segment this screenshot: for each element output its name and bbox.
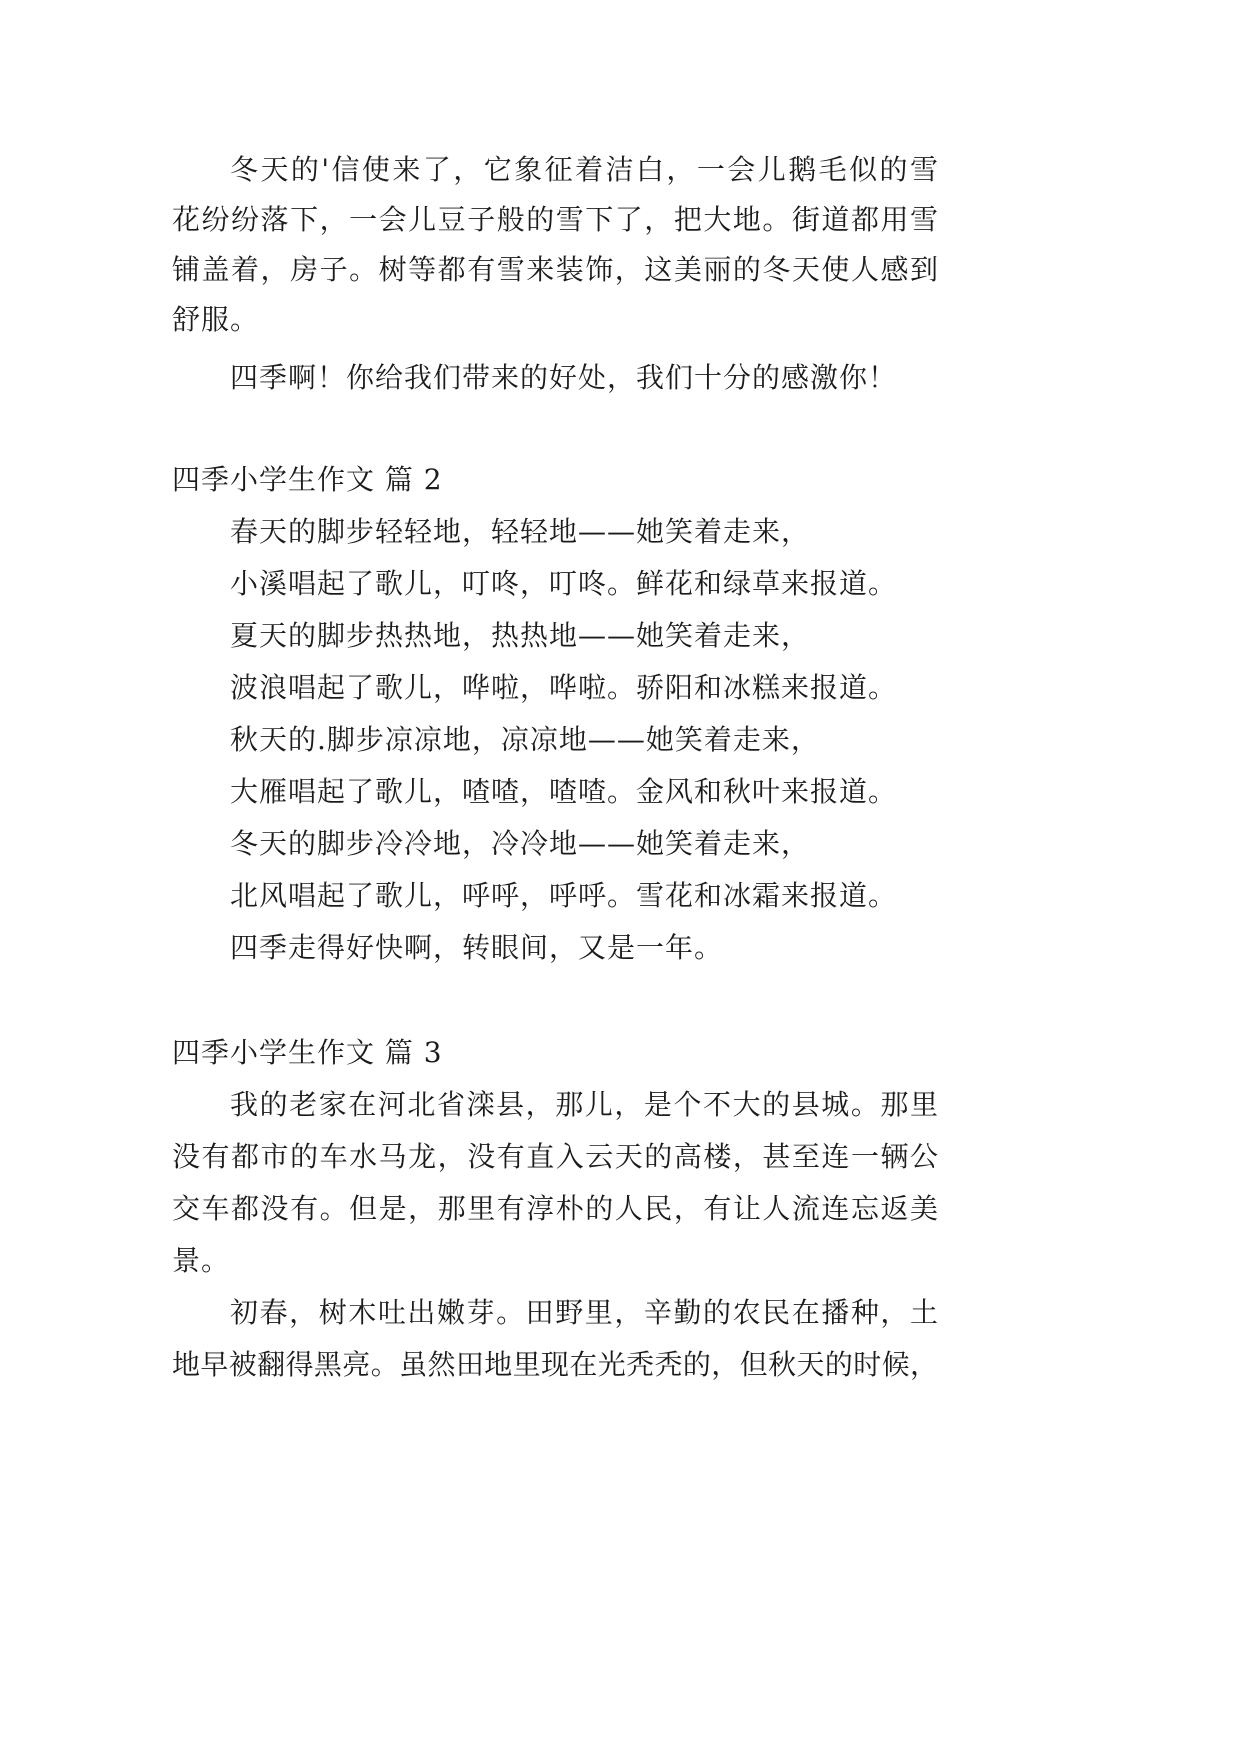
poem-line: 冬天的脚步冷冷地，冷冷地——她笑着走来，: [230, 827, 811, 860]
poem-line: 波浪唱起了歌儿，哗啦，哗啦。骄阳和冰糕来报道。: [230, 671, 898, 704]
poem-line: 秋天的.脚步凉凉地，凉凉地——她笑着走来，: [230, 723, 820, 756]
poem-line: 夏天的脚步热热地，热热地——她笑着走来，: [230, 619, 811, 652]
paragraph-line: 铺盖着，房子。树等都有雪来装饰，这美丽的冬天使人感到: [172, 253, 938, 286]
essay-heading: 四季小学生作文 篇 2: [172, 463, 443, 496]
paragraph-line: 交车都没有。但是，那里有淳朴的人民，有让人流连忘返美: [172, 1192, 938, 1225]
intro-paragraph-2: [172, 353, 938, 403]
paragraph-line: 四季啊！你给我们带来的好处，我们十分的感激你！: [230, 361, 898, 394]
paragraph-line: 没有都市的车水马龙，没有直入云天的高楼，甚至连一辆公: [172, 1140, 938, 1173]
essay-2-section-heading: [172, 454, 938, 506]
essay-3-section-heading: [172, 1027, 938, 1079]
poem-line: 小溪唱起了歌儿，叮咚，叮咚。鲜花和绿草来报道。: [230, 567, 898, 600]
poem-line: 春天的脚步轻轻地，轻轻地——她笑着走来，: [230, 515, 811, 548]
poem-line: 北风唱起了歌儿，呼呼，呼呼。雪花和冰霜来报道。: [230, 879, 898, 912]
essay-3-paragraph-2: [172, 1287, 938, 1391]
paragraph-line: 地早被翻得黑亮。虽然田地里现在光秃秃的，但秋天的时候，: [172, 1348, 938, 1381]
essay-3-paragraph-1: [172, 1079, 938, 1287]
paragraph-line: 我的老家在河北省滦县，那儿，是个不大的县城。那里: [230, 1088, 938, 1121]
poem-line: 大雁唱起了歌儿，喳喳，喳喳。金风和秋叶来报道。: [230, 775, 898, 808]
paragraph-line: 舒服。: [172, 303, 260, 336]
paragraph-line: 景。: [172, 1244, 231, 1277]
paragraph-line: 花纷纷落下，一会儿豆子般的雪下了，把大地。街道都用雪: [172, 203, 938, 236]
paragraph-line: 冬天的'信使来了，它象征着洁白，一会儿鹅毛似的雪: [230, 153, 938, 186]
paragraph-line: 初春，树木吐出嫩芽。田野里，辛勤的农民在播种，土: [230, 1296, 938, 1329]
essay-heading: 四季小学生作文 篇 3: [172, 1036, 443, 1069]
essay-2-poem: [172, 506, 938, 974]
poem-line: 四季走得好快啊，转眼间，又是一年。: [230, 931, 724, 964]
intro-paragraph-1: [172, 145, 938, 345]
